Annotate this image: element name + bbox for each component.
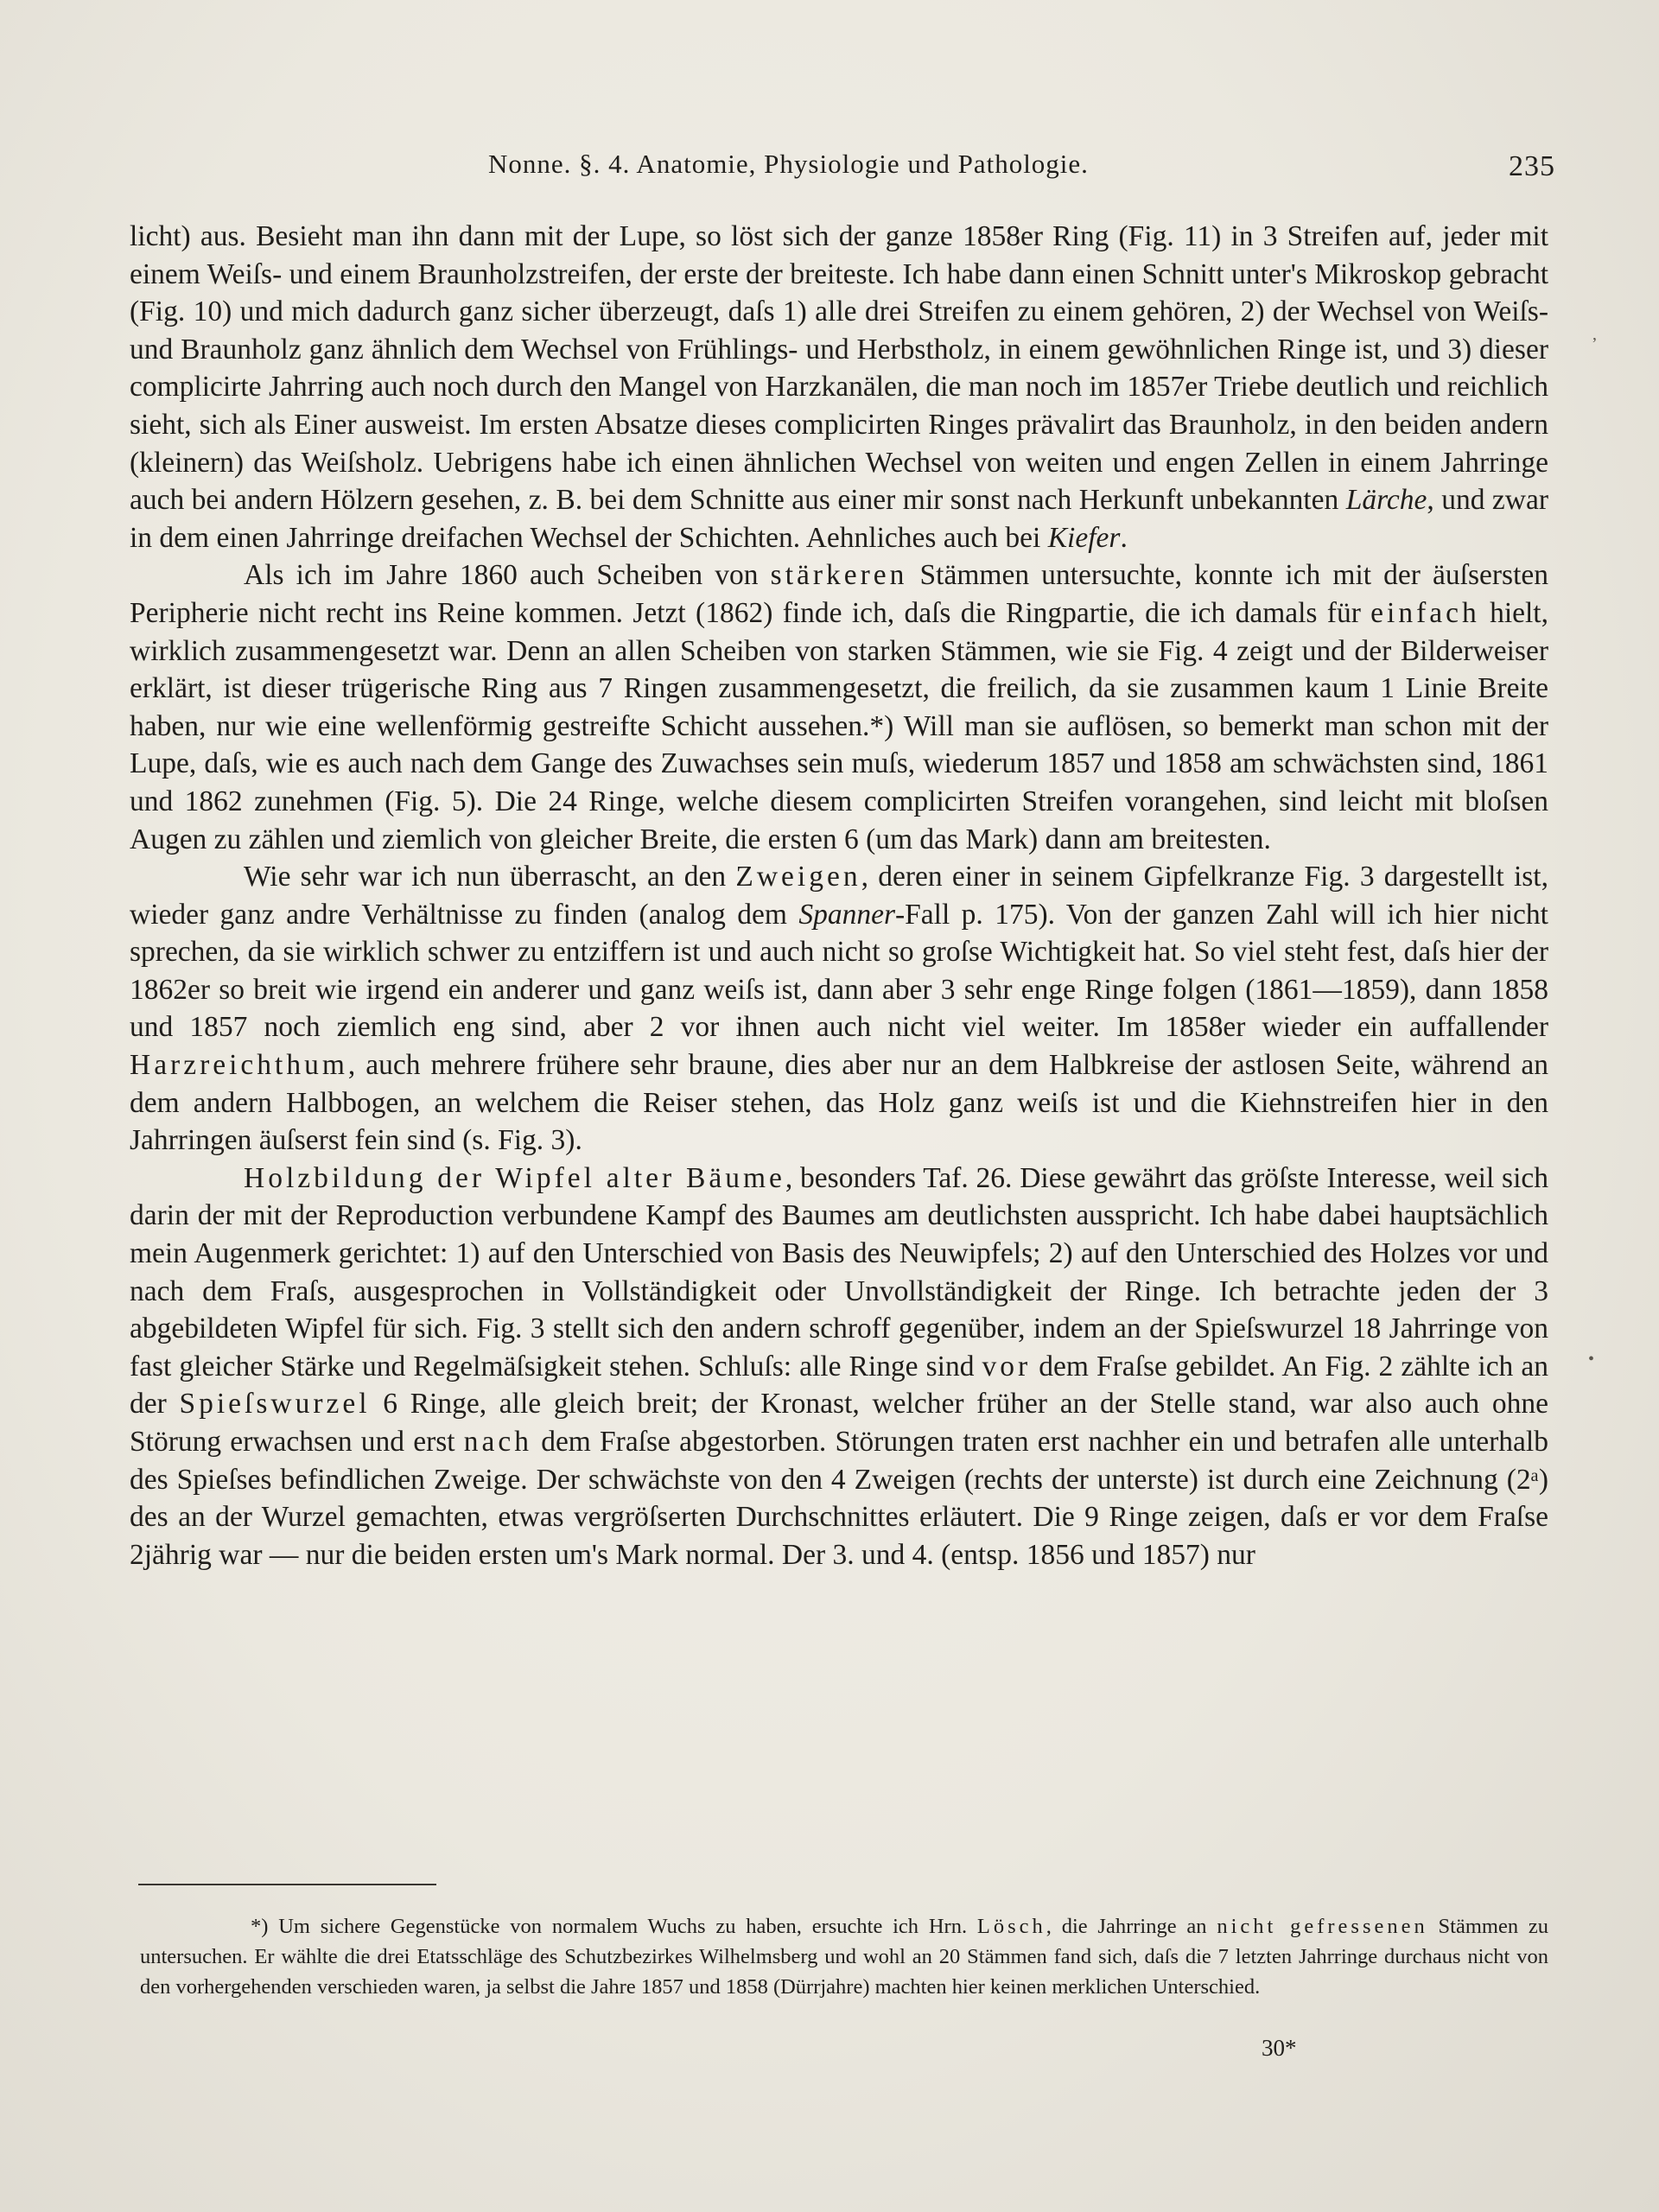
footnote-divider [138, 1884, 436, 1885]
text-run: . [1120, 521, 1128, 554]
text-run: Stämmen untersuchte, konnte ich mit der äuſsersten Peripherie nicht recht ins Reine kommen. Jetzt (1862) finde ich, daſs die Ringpartie, die ich damals für [130, 559, 1548, 629]
text-run: , und zwar in dem einen Jahrringe dreifachen Wechsel der Schichten. Aehnliches auch bei [130, 484, 1548, 554]
footnote [140, 1911, 1548, 2002]
text-run: Als ich im Jahre 1860 auch Scheiben von [244, 559, 771, 592]
body-text [130, 218, 1548, 1573]
text-run: -Fall p. 175). Von der ganzen Zahl will ich hier nicht sprechen, da sie wirklich schwer zu entziffern ist und auch nicht so groſse Wichtigkeit hat. So viel steht fest, daſs hier der 1862er so breit wie irgend ein anderer und ganz weiſs ist, dann aber 3 sehr enge Ringe folgen (1861—1859), dann 1858 und 1857 noch ziemlich eng sind, aber 2 vor ihnen auch nicht viel weiter. Im 1858er wieder ein auffallender [130, 898, 1548, 1044]
running-head [130, 145, 1555, 183]
spaced-emphasis-text: vor [982, 1350, 1032, 1382]
text-run: dem Fraſse abgestorben. Störungen traten erst nachher ein und betrafen alle unterhalb des Spieſses befindlichen Zweige. Der schwächste von den 4 Zweigen (rechts der unterste) ist durch eine Zeichnung (2ᵃ) des an der Wurzel gemachten, etwas vergröſserten Durchschnittes erläutert. Die 9 Ringe zeigen, daſs er vor dem Fraſse 2jährig war — nur die beiden ersten um's Mark normal. Der 3. und 4. (entsp. 1856 und 1857) nur [130, 1426, 1548, 1571]
text-run: hielt, wirklich zusammengesetzt war. Denn an allen Scheiben von starken Stämmen, wie sie Fig. 4 zeigt und der Bilderweiser erklärt, ist dieser trügerische Ring aus 7 Ringen zusammengesetzt, die freilich, da sie zusammen kaum 1 Linie Breite haben, nur wie eine wellenförmig gestreifte Schicht aussehen.*) Will man sie auflösen, so bemerkt man schon mit der Lupe, daſs, wie es auch nach dem Gange des Zuwachses sein muſs, wiederum 1857 und 1858 am schwächsten sind, 1861 und 1862 zunehmen (Fig. 5). Die 24 Ringe, welche diesem complicirten Streifen vorangehen, sind leicht mit bloſsen Augen zu zählen und ziemlich von gleicher Breite, die ersten 6 (um das Mark) dann am breitesten. [130, 596, 1548, 855]
spaced-emphasis-text: stärkeren [770, 559, 908, 592]
italic-text: Kiefer [1047, 521, 1121, 554]
stray-mark: • [1588, 1350, 1595, 1369]
spaced-emphasis-text: Lösch [976, 1915, 1046, 1938]
text-run: licht) aus. Besieht man ihn dann mit der Lupe, so löst sich der ganze 1858er Ring (Fig. 11) in 3 Streifen auf, jeder mit einem Weiſs- und einem Braunholzstreifen, der erste der breiteste. Ich habe dann einen Schnitt unter's Mikroskop gebracht (Fig. 10) und mich dadurch ganz sicher überzeugt, daſs 1) alle drei Streifen zu einem gehören, 2) der Wechsel von Weiſs- und Braunholz ganz ähnlich dem Wechsel von Frühlings- und Herbstholz, in einem gewöhnlichen Ringe ist, und 3) dieser complicirte Jahrring auch noch durch den Mangel von Harzkanälen, die man noch im 1857er Triebe deutlich und reichlich sieht, sich als Einer ausweist. Im ersten Absatze dieses complicirten Ringes prävalirt das Braunholz, in den beiden andern (kleinern) das Weiſsholz. Uebrigens habe ich einen ähnlichen Wechsel von weiten und engen Zellen in einem Jahrringe auch bei andern Hölzern gesehen, z. B. bei dem Schnitte aus einer mir sonst nach Herkunft unbekannten [130, 220, 1548, 517]
spaced-emphasis-text: einfach [1370, 596, 1480, 629]
spaced-emphasis-text: Holzbildung der Wipfel alter Bäume [244, 1161, 785, 1194]
running-head-title: Nonne. §. 4. Anatomie, Physiologie und Pathologie. [488, 149, 1089, 179]
stray-mark: ‚ [1592, 325, 1598, 344]
text-run: , auch mehrere frühere sehr braune, dies aber nur an dem Halbkreise der astlosen Seite, während an dem andern Halbbogen, an welchem die Reiser stehen, das Holz ganz weiſs ist und die Kiehnstreifen hier in den Jahrringen äuſserst fein sind (s. Fig. 3). [130, 1049, 1548, 1157]
paragraph [130, 1160, 1548, 1574]
text-run: 6 Ringe, alle gleich breit; der Kronast, welcher früher an der Stelle stand, war also auch ohne Störung erwachsen und erst [130, 1388, 1548, 1458]
paragraph [130, 858, 1548, 1160]
spaced-emphasis-text: Zweigen [735, 861, 861, 893]
text-run: Stämmen zu untersuchen. Er wählte die drei Etatsschläge des Schutzbezirkes Wilhelmsberg und wohl an 20 Stämmen fand sich, daſs die 7 letzten Jahrringe durchaus nicht von den vorhergehenden verschieden waren, ja selbst die Jahre 1857 und 1858 (Dürrjahre) machten hier keinen merklichen Unterschied. [140, 1915, 1549, 1999]
spaced-emphasis-text: Spieſswurzel [179, 1388, 371, 1421]
text-run: , die Jahrringe an [1046, 1915, 1217, 1938]
spaced-emphasis-text: nach [463, 1426, 533, 1458]
italic-text: Lärche [1345, 484, 1427, 517]
paragraph [130, 218, 1548, 556]
text-run: *) Um sichere Gegenstücke von normalem Wuchs zu haben, ersuchte ich Hrn. [251, 1915, 977, 1938]
text-run: Wie sehr war ich nun überrascht, an den [244, 861, 736, 893]
spaced-emphasis-text: Harzreichthum [130, 1049, 348, 1082]
text-run: dem Fraſse gebildet. An Fig. 2 zählte ich an der [130, 1350, 1548, 1421]
italic-text: Spanner [798, 898, 896, 931]
paragraph [130, 556, 1548, 858]
page-number: 235 [1509, 150, 1555, 182]
text-run: , besonders Taf. 26. Diese gewährt das gröſste Interesse, weil sich darin der mit der Reproduction verbundene Kampf des Baumes am deutlichsten ausspricht. Ich habe dabei hauptsächlich mein Augenmerk gerichtet: 1) auf den Unterschied von Basis des Neuwipfels; 2) auf den Unterschied des Holzes vor und nach dem Fraſs, ausgesprochen in Vollständigkeit oder Unvollständigkeit der Ringe. Ich betrachte jeden der 3 abgebildeten Wipfel für sich. Fig. 3 stellt sich den andern schroff gegenüber, indem an der Spieſswurzel 18 Jahrringe von fast gleicher Stärke und Regelmäſsigkeit stehen. Schluſs: alle Ringe sind [130, 1161, 1549, 1382]
signature-mark: 30* [1262, 2035, 1297, 2061]
text-run: , deren einer in seinem Gipfelkranze Fig. 3 dargestellt ist, wieder ganz andre Verhältnisse zu finden (analog dem [130, 861, 1548, 931]
spaced-emphasis-text: nicht gefressenen [1217, 1915, 1428, 1938]
